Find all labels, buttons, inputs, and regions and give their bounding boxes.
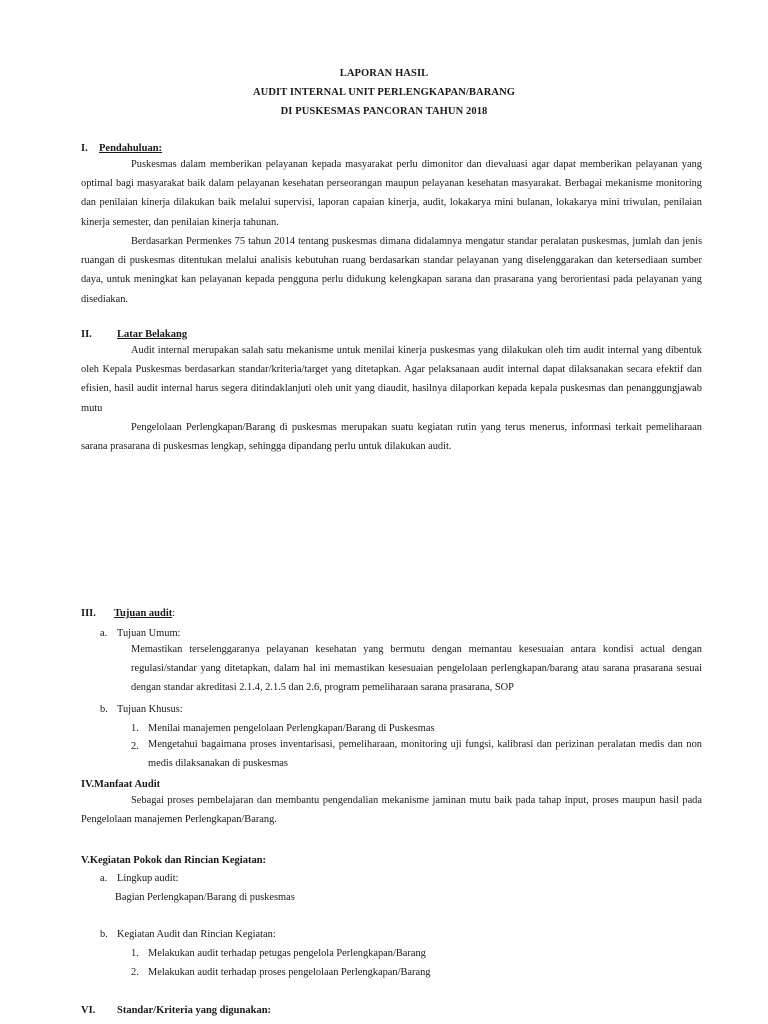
section-5-a-text: Bagian Perlengkapan/Barang di puskesmas: [115, 892, 295, 903]
section-3-b-item-2-text: Mengetahui bagaimana proses inventarisasi, pemeliharaan, monitoring uji fungsi, kalibrasi dan perizinan peralatan medis dan non medis dilaksanakan di puskesmas: [148, 739, 702, 770]
title-line-3: DI PUSKESMAS PANCORAN TAHUN 2018: [280, 106, 488, 117]
section-5-b-label: Kegiatan Audit dan Rincian Kegiatan:: [117, 929, 276, 940]
section-3-number: III.: [81, 608, 96, 619]
section-2-heading: [81, 329, 187, 340]
section-3-a-marker: a.: [100, 628, 108, 639]
section-3-b-item-1-text: Menilai manajemen pengelolaan Perlengkapan/Barang di Puskesmas: [148, 723, 435, 734]
section-3-b-item-2-number: 2.: [131, 741, 139, 752]
section-5-a-marker: a.: [100, 873, 108, 884]
section-5-heading: V.Kegiatan Pokok dan Rincian Kegiatan:: [81, 855, 267, 866]
section-3-a-label: Tujuan Umum:: [117, 628, 181, 639]
section-6-number: VI.: [81, 1005, 96, 1016]
section-3-colon: :: [172, 608, 176, 619]
section-2-paragraph-1: Audit internal merupakan salah satu mekanisme untuk menilai kinerja puskesmas yang dilakukan oleh tim audit internal yang dibentuk oleh Kepala Puskesmas berdasarkan standar/kriteria/target yang ditetapkan. Agar pelaksanaan audit internal dapat dilaksanakan secara efektif dan efisien, hasil audit internal harus segera ditindaklanjuti oleh unit yang diaudit, hasilnya dilaporkan kepada kepala puskesmas dan penanggungjawab mutu: [81, 345, 702, 414]
section-1-title: Pendahuluan:: [99, 143, 163, 154]
section-5-b-item-1-number: 1.: [131, 948, 139, 959]
section-1-paragraph-2: Berdasarkan Permenkes 75 tahun 2014 tentang puskesmas dimana didalamnya mengatur standar peralatan puskesmas, jumlah dan jenis ruangan di puskesmas ditentukan melalui analisis kebutuhan ruang berdasarkan standar pelayanan yang diselenggarakan dan ketersediaan sumber daya, untuk meningkat kan pelayanan kepada pengguna perlu didukung kelengkapan sarana dan prasarana yang berorientasi pada pelayanan yang disediakan.: [81, 236, 702, 305]
section-3-title: Tujuan audit: [114, 608, 173, 619]
section-3-b-marker: b.: [100, 704, 108, 715]
section-3-b-label: Tujuan Khusus:: [117, 704, 183, 715]
section-3-heading: [81, 608, 175, 619]
section-5-b-item-1-text: Melakukan audit terhadap petugas pengelola Perlengkapan/Barang: [148, 948, 426, 959]
section-6-heading: [81, 1005, 271, 1016]
section-5-b-marker: b.: [100, 929, 108, 940]
section-3-a-text: Memastikan terselenggaranya pelayanan kesehatan yang bermutu dengan memantau kesesuaian antara kondisi actual dengan regulasi/standar yang ditetapkan, dalam hal ini memastikan kesesuaian pengelolaan perlengkapan/barang atau sarana prasarana sesuai dengan standar akreditasi 2.1.4, 2.1.5 dan 2.6, program pemeliharaan sarana prasarana, SOP: [131, 644, 702, 694]
title-line-1: LAPORAN HASIL: [339, 68, 429, 79]
section-5-a-label: Lingkup audit:: [117, 873, 179, 884]
section-1-heading: [81, 143, 162, 154]
section-4-heading: IV.Manfaat Audit: [81, 779, 161, 790]
section-2-number: II.: [81, 329, 92, 340]
section-1-paragraph-1: Puskesmas dalam memberikan pelayanan kepada masyarakat perlu dimonitor dan dievaluasi agar dapat memberikan pelayanan yang optimal bagi masyarakat baik dalam pelayanan kesehatan perseorangan maupun pelayanan kesehatan masyarakat. Berbagai mekanisme monitoring dan penilaian kinerja dilakukan baik melalui supervisi, laporan capaian kinerja, audit, lokakarya mini bulanan, lokakarya mini triwulan, penilaian kinerja semester, dan penilaian kinerja tahunan.: [81, 159, 702, 228]
section-5-b-item-2-text: Melakukan audit terhadap proses pengelolaan Perlengkapan/Barang: [148, 967, 431, 978]
section-5-b-item-2-number: 2.: [131, 967, 139, 978]
section-2-paragraph-2: Pengelolaan Perlengkapan/Barang di puskesmas merupakan suatu kegiatan rutin yang terus menerus, informasi terkait pemeliharaan sarana prasarana di puskesmas lengkap, sehingga dipandang perlu untuk dilakukan audit.: [81, 422, 702, 453]
section-1-number: I.: [81, 143, 88, 154]
title-line-2: AUDIT INTERNAL UNIT PERLENGKAPAN/BARANG: [252, 87, 516, 98]
section-3-b-item-1-number: 1.: [131, 723, 139, 734]
section-4-paragraph: Sebagai proses pembelajaran dan membantu pengendalian mekanisme jaminan mutu baik pada tahap input, proses maupun hasil pada Pengelolaan manajemen Perlengkapan/Barang.: [81, 795, 702, 826]
section-6-title: Standar/Kriteria yang digunakan:: [117, 1005, 272, 1016]
section-2-title: Latar Belakang: [117, 329, 188, 340]
